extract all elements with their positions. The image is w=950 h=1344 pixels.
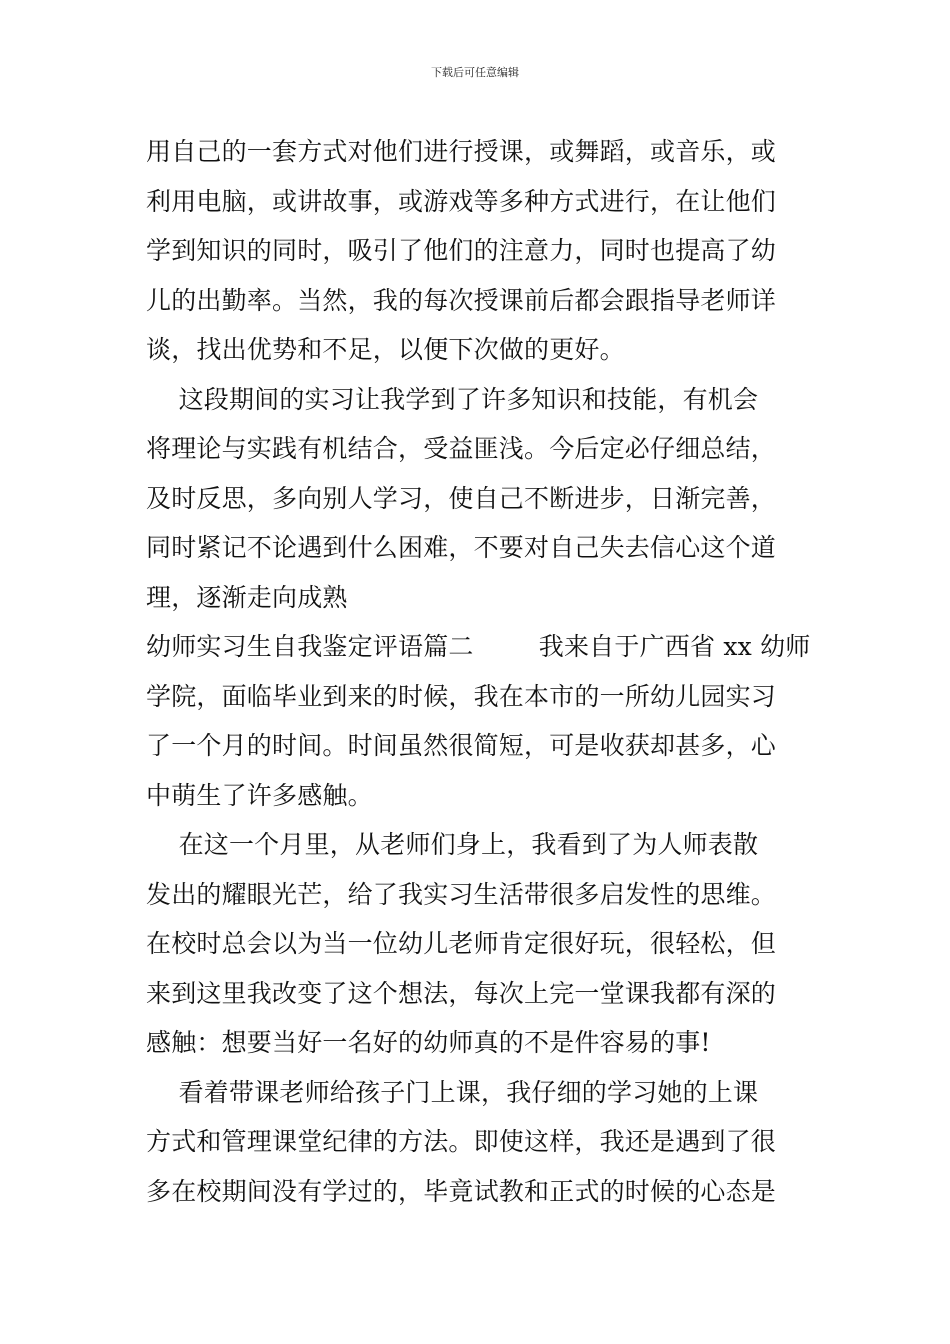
text-line: 将理论与实践有机结合，受益匪浅。今后定必仔细总结，: [146, 434, 777, 463]
text-line: 了一个月的时间。时间虽然很简短，可是收获却甚多，心: [146, 731, 777, 760]
page-header: 下载后可任意编辑: [431, 66, 519, 79]
text-line: 发出的耀眼光芒，给了我实习生活带很多启发性的思维。: [146, 879, 777, 909]
document-body: [146, 127, 812, 1216]
text-line: 同时紧记不论遇到什么困难，不要对自己失去信心这个道: [146, 533, 777, 562]
text-line: 来到这里我改变了这个想法，每次上完一堂课我都有深的: [146, 978, 777, 1008]
text-line: 用自己的一套方式对他们进行授课，或舞蹈，或音乐，或: [146, 137, 777, 166]
text-line: 感触：想要当好一名好的幼师真的不是件容易的事!: [146, 1028, 711, 1057]
text-line: 在校时总会以为当一位幼儿老师肯定很好玩，很轻松，但: [146, 929, 777, 958]
text-line: 这段期间的实习让我学到了许多知识和技能，有机会: [146, 384, 759, 414]
text-line: 学院，面临毕业到来的时候，我在本市的一所幼儿园实习: [146, 681, 777, 711]
text-line: 利用电脑，或讲故事，或游戏等多种方式进行，在让他们: [146, 186, 777, 216]
text-line: 多在校期间没有学过的，毕竟试教和正式的时候的心态是: [146, 1176, 777, 1206]
text-line: 在这一个月里，从老师们身上，我看到了为人师表散: [146, 830, 759, 859]
text-line: 儿的出勤率。当然，我的每次授课前后都会跟指导老师详: [146, 285, 777, 315]
text-line: 理，逐渐走向成熟: [146, 582, 348, 612]
text-line: 看着带课老师给孩子门上课，我仔细的学习她的上课: [146, 1077, 759, 1107]
text-line: 学到知识的同时，吸引了他们的注意力，同时也提高了幼: [146, 236, 777, 265]
text-line: 方式和管理课堂纪律的方法。即使这样，我还是遇到了很: [146, 1127, 777, 1156]
section-heading-line: 幼师实习生自我鉴定评语篇二 我来自于广西省 xx 幼师: [146, 632, 811, 661]
text-line: 中萌生了许多感触。: [146, 780, 373, 810]
text-line: 及时反思，多向别人学习，使自己不断进步，日渐完善，: [146, 483, 777, 513]
text-line: 谈，找出优势和不足，以便下次做的更好。: [146, 335, 625, 364]
